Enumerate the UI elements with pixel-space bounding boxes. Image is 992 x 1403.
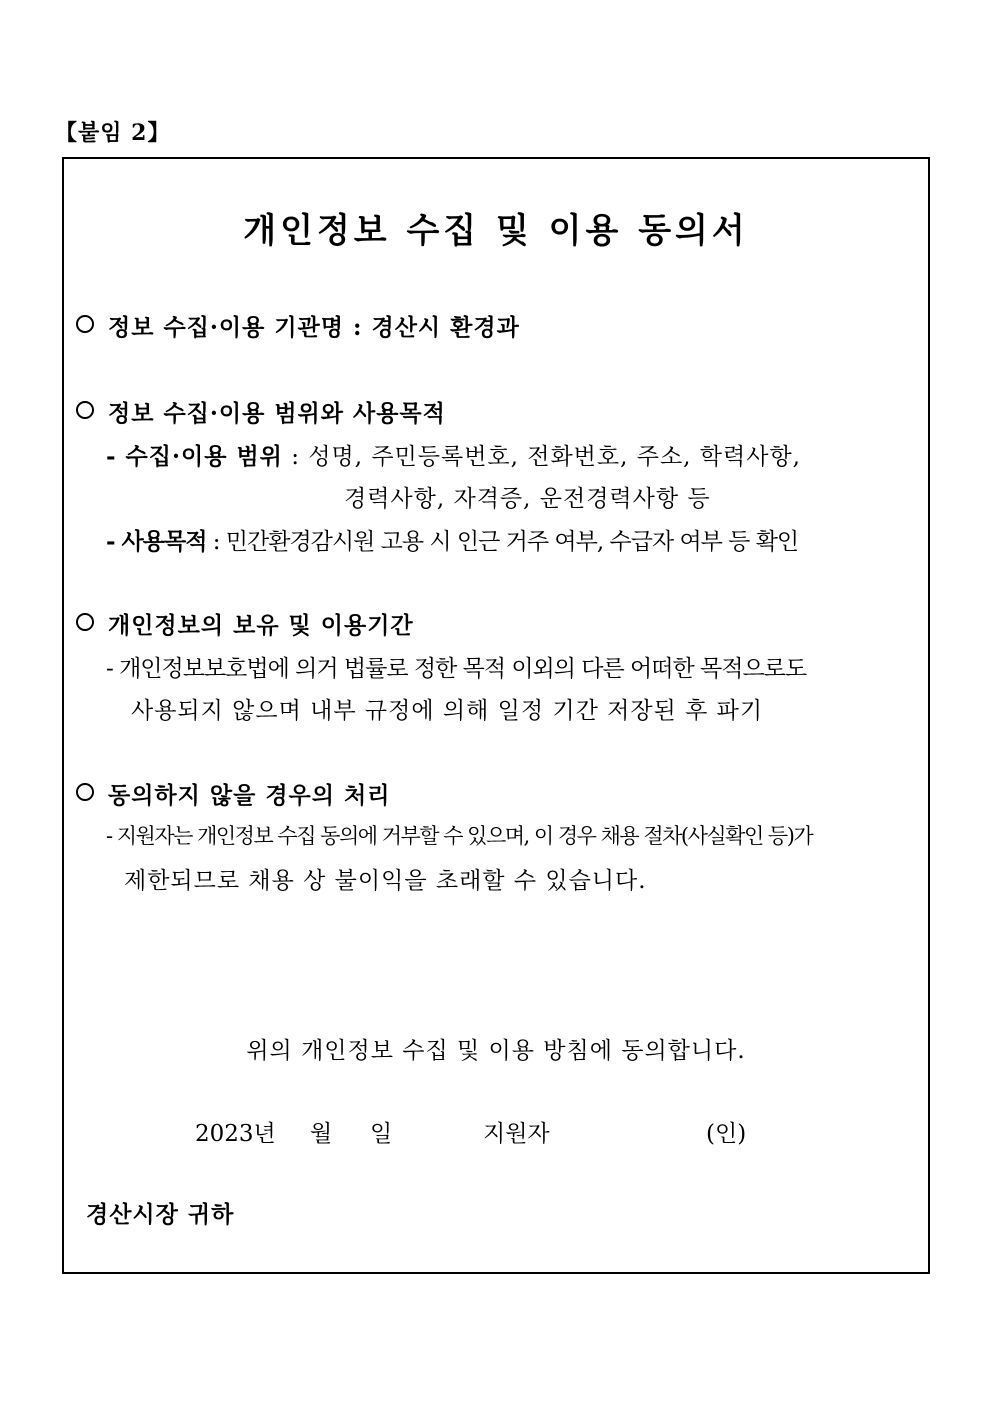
scope-label: - 수집·이용 범위 (106, 443, 283, 470)
scope-items: : 성명, 주민등록번호, 전화번호, 주소, 학력사항, (282, 444, 801, 470)
purpose-line (106, 523, 798, 556)
purpose-label: - 사용목적 (106, 528, 207, 555)
consent-statement: 위의 개인정보 수집 및 이용 방침에 동의합니다. (246, 1038, 746, 1064)
retention-heading-text: 개인정보의 보유 및 이용기간 (108, 612, 414, 639)
signature-day: 일 (370, 1121, 393, 1147)
seal-mark: (인) (706, 1121, 747, 1147)
addressee: 경산시장 귀하 (86, 1201, 235, 1228)
section-agency-heading (76, 309, 520, 342)
attachment-label: 【붙임 2】 (55, 120, 171, 146)
signature-year: 2023년 (195, 1121, 276, 1147)
section-scope-heading (76, 395, 446, 428)
refusal-line-1: - 지원자는 개인정보 수집 동의에 거부할 수 있으며, 이 경우 채용 절차(사실확인 등)가 (106, 824, 813, 848)
purpose-text: : 민간환경감시원 고용 시 인근 거주 여부, 수급자 여부 등 확인 (206, 529, 799, 555)
section-retention-heading (76, 607, 414, 640)
circle-bullet-icon (76, 783, 94, 801)
applicant-label: 지원자 (483, 1121, 550, 1147)
scope-line-2: 경력사항, 자격증, 운전경력사항 등 (344, 486, 711, 512)
refusal-line-2: 제한되므로 채용 상 불이익을 초래할 수 있습니다. (124, 868, 647, 894)
scope-heading-text: 정보 수집·이용 범위와 사용목적 (108, 400, 446, 427)
page-title: 개인정보 수집 및 이용 동의서 (243, 211, 749, 251)
retention-line-2: 사용되지 않으며 내부 규정에 의해 일정 기간 저장된 후 파기 (131, 698, 764, 724)
circle-bullet-icon (76, 401, 94, 419)
circle-bullet-icon (76, 613, 94, 631)
retention-line-1: - 개인정보보호법에 의거 법률로 정한 목적 이외의 다른 어떠한 목적으로도 (106, 656, 807, 682)
circle-bullet-icon (76, 315, 94, 333)
scope-line-1 (106, 438, 801, 471)
refusal-heading-text: 동의하지 않을 경우의 처리 (108, 782, 391, 809)
section-refusal-heading (76, 777, 390, 810)
signature-month: 월 (310, 1121, 333, 1147)
agency-heading-text: 정보 수집·이용 기관명 : 경산시 환경과 (108, 314, 520, 341)
